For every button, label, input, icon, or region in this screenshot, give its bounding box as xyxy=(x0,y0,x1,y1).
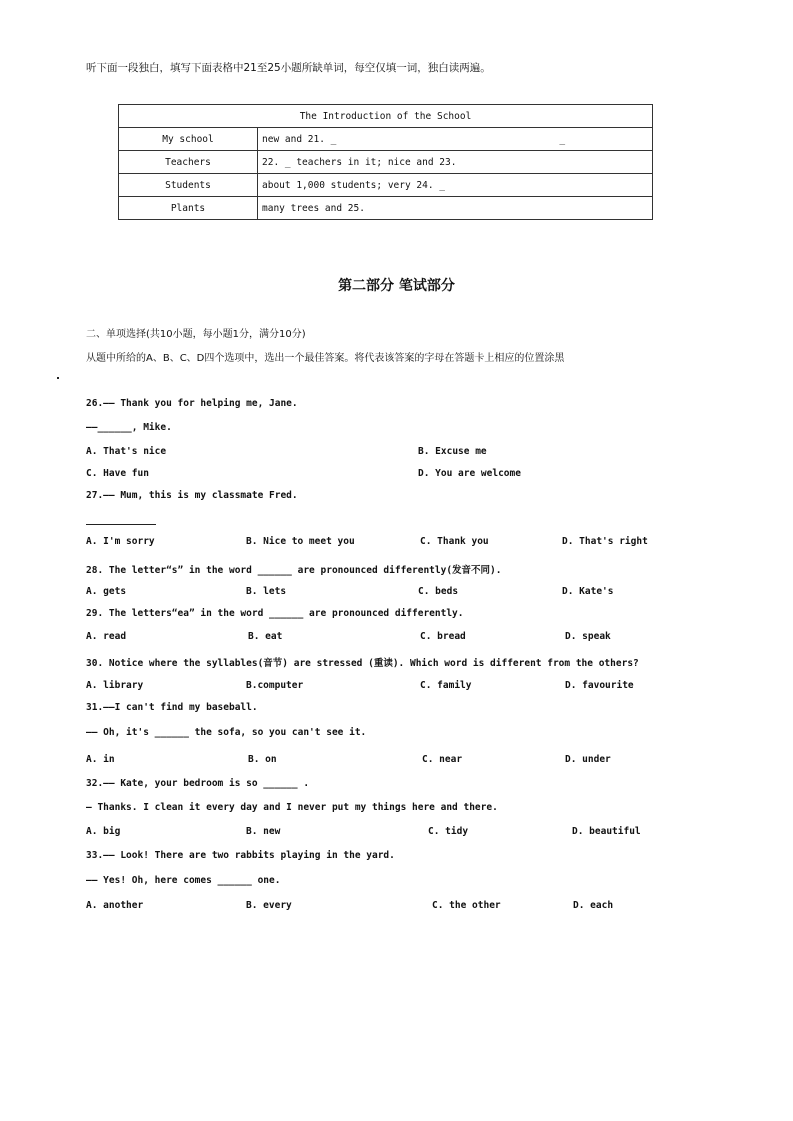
option-a[interactable]: A. gets xyxy=(86,586,127,597)
question-29-line-1: 29. The letters“ea” in the word ______ are pronounced differently. xyxy=(86,608,464,619)
option-a[interactable]: A. read xyxy=(86,631,127,642)
option-c[interactable]: C. tidy xyxy=(428,826,469,837)
option-a[interactable]: A. That's nice xyxy=(86,446,167,457)
question-32-line-1: 32.—— Kate, your bedroom is so ______ . xyxy=(86,778,310,789)
option-d[interactable]: D. You are welcome xyxy=(418,468,521,479)
option-a[interactable]: A. I'm sorry xyxy=(86,536,155,547)
question-28-line-1: 28. The letter“s” in the word ______ are pronounced differently(发音不同). xyxy=(86,565,502,576)
table-row xyxy=(119,174,653,197)
option-d[interactable]: D. favourite xyxy=(565,680,634,691)
row-label: Teachers xyxy=(119,151,258,174)
option-a[interactable]: A. big xyxy=(86,826,121,837)
option-c[interactable]: C. bread xyxy=(420,631,466,642)
part-two-title: 第二部分 笔试部分 xyxy=(338,278,455,294)
option-a[interactable]: A. library xyxy=(86,680,144,691)
section-instruction: 从题中所给的A、B、C、D四个选项中，选出一个最佳答案。将代表该答案的字母在答题卡上相应的位置涂黑 xyxy=(86,353,565,364)
option-c[interactable]: C. the other xyxy=(432,900,501,911)
option-d[interactable]: D. Kate's xyxy=(562,586,614,597)
question-31-line-2: —— Oh, it's ______ the sofa, so you can't see it. xyxy=(86,727,367,738)
option-c[interactable]: C. Have fun xyxy=(86,468,149,479)
option-c[interactable]: C. beds xyxy=(418,586,459,597)
option-c[interactable]: C. family xyxy=(420,680,472,691)
answer-blank-line xyxy=(86,524,156,525)
option-b[interactable]: B. every xyxy=(246,900,292,911)
option-b[interactable]: B.computer xyxy=(246,680,304,691)
option-d[interactable]: D. That's right xyxy=(562,536,648,547)
option-b[interactable]: B. lets xyxy=(246,586,287,597)
table-row xyxy=(119,197,653,220)
option-c[interactable]: C. near xyxy=(422,754,463,765)
option-d[interactable]: D. each xyxy=(573,900,614,911)
option-d[interactable]: D. under xyxy=(565,754,611,765)
table-row xyxy=(119,128,653,151)
option-b[interactable]: B. eat xyxy=(248,631,283,642)
row-content: new and 21. _ _ xyxy=(258,128,653,151)
row-label: Plants xyxy=(119,197,258,220)
option-b[interactable]: B. Nice to meet you xyxy=(246,536,355,547)
row-label: Students xyxy=(119,174,258,197)
table-title-row xyxy=(119,105,653,128)
option-d[interactable]: D. beautiful xyxy=(572,826,641,837)
row-content: about 1,000 students; very 24. _ xyxy=(258,174,653,197)
option-b[interactable]: B. new xyxy=(246,826,281,837)
section-heading: 二、单项选择(共10小题，每小题1分，满分10分) xyxy=(86,329,306,340)
stray-dot xyxy=(57,377,59,379)
option-a[interactable]: A. in xyxy=(86,754,115,765)
option-c[interactable]: C. Thank you xyxy=(420,536,489,547)
question-33-line-2: —— Yes! Oh, here comes ______ one. xyxy=(86,875,281,886)
row-content: many trees and 25. xyxy=(258,197,653,220)
listening-instruction: 听下面一段独白，填写下面表格中21至25小题所缺单词，每空仅填一词，独白读两遍。 xyxy=(86,62,491,74)
question-30-line-1: 30. Notice where the syllables(音节) are stressed (重读). Which word is different from the others? xyxy=(86,658,639,669)
school-intro-table xyxy=(118,104,653,220)
table-row xyxy=(119,151,653,174)
question-26-line-2: ——______, Mike. xyxy=(86,422,172,433)
row-content: 22. _ teachers in it; nice and 23. xyxy=(258,151,653,174)
table-title: The Introduction of the School xyxy=(119,105,653,128)
option-b[interactable]: B. on xyxy=(248,754,277,765)
row-label: My school xyxy=(119,128,258,151)
question-26-line-1: 26.—— Thank you for helping me, Jane. xyxy=(86,398,298,409)
option-a[interactable]: A. another xyxy=(86,900,144,911)
question-32-line-2: — Thanks. I clean it every day and I never put my things here and there. xyxy=(86,802,498,813)
question-31-line-1: 31.——I can't find my baseball. xyxy=(86,702,258,713)
question-33-line-1: 33.—— Look! There are two rabbits playing in the yard. xyxy=(86,850,395,861)
option-d[interactable]: D. speak xyxy=(565,631,611,642)
question-27-line-1: 27.—— Mum, this is my classmate Fred. xyxy=(86,490,298,501)
option-b[interactable]: B. Excuse me xyxy=(418,446,487,457)
